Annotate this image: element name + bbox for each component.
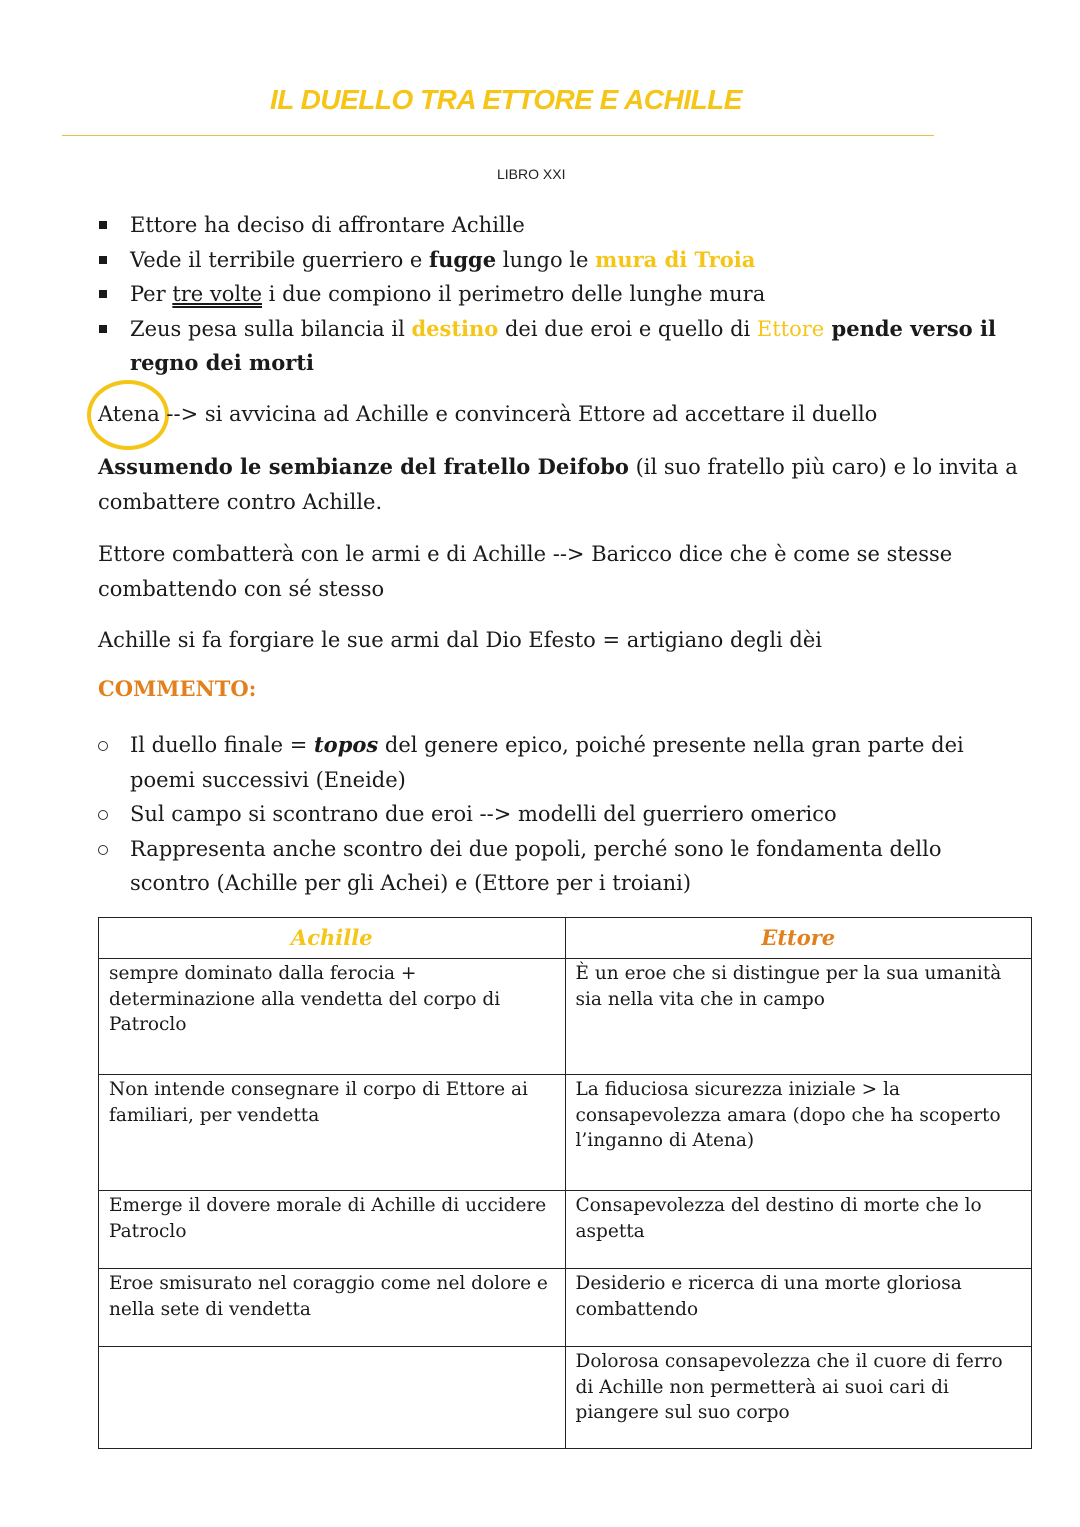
table-cell: Eroe smisurato nel coraggio come nel dolore e nella sete di vendetta	[99, 1269, 566, 1347]
table-row	[99, 1075, 1032, 1191]
table-cell: È un eroe che si distingue per la sua umanità sia nella vita che in campo	[565, 959, 1032, 1075]
list-item: Rappresenta anche scontro dei due popoli, perché sono le fondamenta dello scontro (Achille per gli Achei) e (Ettore per i troiani)	[96, 832, 996, 901]
highlight-text: Ettore	[756, 316, 825, 341]
list-item: Il duello finale = topos del genere epico, poiché presente nella gran parte dei poemi successivi (Eneide)	[96, 728, 996, 797]
table-row	[99, 1269, 1032, 1347]
table-cell: Desiderio e ricerca di una morte gloriosa combattendo	[565, 1269, 1032, 1347]
bullet-item: Vede il terribile guerriero e fugge lungo le mura di Troia	[96, 243, 1026, 278]
bullet-item: Zeus pesa sulla bilancia il destino dei due eroi e quello di Ettore pende verso il regno dei morti	[96, 312, 1026, 381]
baricco-paragraph: Ettore combatterà con le armi e di Achille --> Baricco dice che è come se stesse combattendo con sé stesso	[98, 542, 953, 601]
highlight-text: mura di Troia	[595, 246, 756, 272]
table-header-row	[99, 918, 1032, 959]
table-row	[99, 1191, 1032, 1269]
column-header-ettore: Ettore	[565, 918, 1032, 959]
column-header-achille: Achille	[99, 918, 566, 959]
highlight-text: destino	[411, 315, 499, 341]
bullet-item: Ettore ha deciso di affrontare Achille	[96, 208, 1026, 243]
list-item: Sul campo si scontrano due eroi --> modelli del guerriero omerico	[96, 797, 996, 832]
table-cell: Dolorosa consapevolezza che il cuore di ferro di Achille non permetterà ai suoi cari di piangere sul suo corpo	[565, 1347, 1032, 1449]
summary-bullet-list	[96, 208, 1026, 381]
circle-bullet-icon	[98, 810, 108, 820]
commento-list	[96, 728, 996, 901]
page-subtitle: LIBRO XXI	[497, 166, 566, 182]
comparison-table	[98, 917, 1032, 1449]
circle-bullet-icon	[98, 845, 108, 855]
table-row	[99, 1347, 1032, 1449]
square-bullet-icon	[99, 221, 107, 229]
circle-bullet-icon	[98, 741, 108, 751]
atena-line: Atena --> si avvicina ad Achille e convincerà Ettore ad accettare il duello	[98, 402, 878, 426]
table-cell	[99, 1347, 566, 1449]
deifobo-paragraph: Assumendo le sembianze del fratello Deifobo (il suo fratello più caro) e lo invita a combattere contro Achille.	[98, 454, 1018, 514]
table-row	[99, 959, 1032, 1075]
bullet-item: Per tre volte i due compiono il perimetro delle lunghe mura	[96, 277, 1026, 312]
table-cell: sempre dominato dalla ferocia + determinazione alla vendetta del corpo di Patroclo	[99, 959, 566, 1075]
page-title: IL DUELLO TRA ETTORE E ACHILLE	[270, 84, 742, 115]
square-bullet-icon	[99, 290, 107, 298]
atena-name: Atena	[98, 402, 160, 426]
table-cell: Emerge il dovere morale di Achille di uccidere Patroclo	[99, 1191, 566, 1269]
table-cell: La fiduciosa sicurezza iniziale > la consapevolezza amara (dopo che ha scoperto l’inganno di Atena)	[565, 1075, 1032, 1191]
underlined-text: tre volte	[172, 282, 262, 306]
title-divider	[62, 135, 934, 136]
commento-heading: COMMENTO:	[98, 676, 257, 701]
efesto-paragraph: Achille si fa forgiare le sue armi dal Dio Efesto = artigiano degli dèi	[98, 628, 823, 652]
table-cell: Consapevolezza del destino di morte che lo aspetta	[565, 1191, 1032, 1269]
table-cell: Non intende consegnare il corpo di Ettore ai familiari, per vendetta	[99, 1075, 566, 1191]
square-bullet-icon	[99, 325, 107, 333]
square-bullet-icon	[99, 256, 107, 264]
